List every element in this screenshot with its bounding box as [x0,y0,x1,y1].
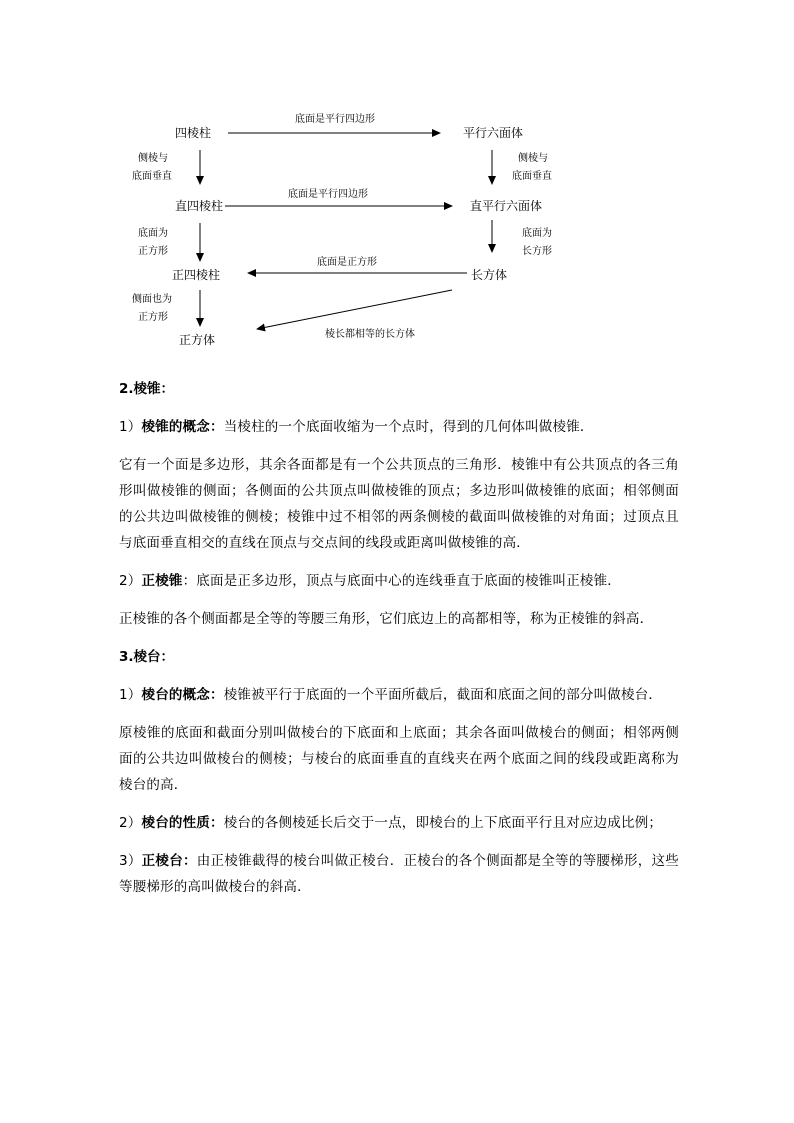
definition-text: 由正棱锥截得的棱台叫做正棱台．正棱台的各个侧面都是全等的等腰梯形，这些等腰梯形的高叫做棱台的斜高． [119,853,679,895]
classification-diagram [0,0,794,380]
regular-pyramid-description: 正棱锥的各个侧面都是全等的等腰三角形，它们底边上的高都相等，称为正棱锥的斜高． [119,611,654,627]
item-number: 3） [119,853,142,869]
edge-label-n1-n3-line2: 底面垂直 [132,171,172,182]
item-number: 2） [119,815,142,831]
edge-label-n4-n6-line2: 长方形 [522,246,552,257]
definition-text: 棱台的各侧棱延长后交于一点，即棱台的上下底面平行且对应边成比例； [223,815,663,831]
frustum-properties [119,810,679,836]
node-cuboid: 长方体 [471,268,508,282]
arrow-n6-n7 [257,290,452,329]
edge-label-n3-n5-line2: 正方形 [138,246,168,257]
pyramid-description: 它有一个面是多边形，其余各面都是有一个公共顶点的三角形．棱锥中有公共顶点的各三角形叫做棱锥的侧面；各侧面的公共顶点叫做棱锥的顶点；多边形叫做棱锥的底面；相邻侧面的公共边叫做棱锥的侧棱；棱锥中过不相邻的两条侧棱的截面叫做棱锥的对角面；过顶点且与底面垂直相交的直线在顶点与交点间的线段或距离叫做棱锥的高． [119,457,679,551]
term: 棱锥的概念： [141,419,224,435]
item-number: 1） [119,687,142,703]
edge-label-n1-n3-line1: 侧棱与 [138,153,168,164]
node-right-parallelepiped: 直平行六面体 [470,199,543,213]
node-parallelepiped: 平行六面体 [463,126,524,140]
regular-frustum-definition [119,848,679,900]
text-content [119,376,679,912]
item-number: 1） [119,419,142,435]
node-quadrangular-prism: 四棱柱 [175,126,212,140]
frustum-description: 原棱锥的底面和截面分别叫做棱台的下底面和上底面；其余各面叫做棱台的侧面；相邻两侧面的公共边叫做棱台的侧棱；与棱台的底面垂直的直线夹在两个底面之间的线段或距离称为棱台的高． [119,725,679,793]
edge-label-n3-n4: 底面是平行四边形 [288,189,368,200]
regular-pyramid-definition [119,568,679,594]
node-right-quadrangular-prism: 直四棱柱 [175,199,224,213]
definition-text: 棱锥被平行于底面的一个平面所截后，截面和底面之间的部分叫做棱台． [223,687,663,703]
pyramid-definition [119,414,679,440]
definition-text: ：底面是正多边形，顶点与底面中心的连线垂直于底面的棱锥叫正棱锥． [182,573,622,589]
term: 正棱台： [141,853,197,869]
edge-label-n6-n5: 底面是正方形 [317,257,377,268]
node-regular-quadrangular-prism: 正四棱柱 [172,268,221,282]
item-number: 2） [119,573,142,589]
node-cube: 正方体 [179,333,216,347]
edge-label-n6-n7: 棱长都相等的长方体 [325,329,415,340]
term: 棱台的概念： [141,687,224,703]
frustum-definition [119,682,679,708]
edge-label-n2-n4-line1: 侧棱与 [518,153,548,164]
diagram-arrows [0,0,794,380]
edge-label-n4-n6-line1: 底面为 [522,228,552,239]
definition-text: 当棱柱的一个底面收缩为一个点时，得到的几何体叫做棱锥． [223,419,594,435]
term: 正棱锥 [141,573,183,589]
section-heading-pyramid: 2.棱锥： [119,381,175,397]
edge-label-n3-n5-line1: 底面为 [138,228,168,239]
edge-label-n5-n7-line2: 正方形 [138,312,168,323]
section-heading-frustum: 3.棱台： [119,649,175,665]
edge-label-n2-n4-line2: 底面垂直 [512,171,552,182]
edge-label-n1-n2: 底面是平行四边形 [295,114,375,125]
edge-label-n5-n7-line1: 侧面也为 [132,294,172,305]
term: 棱台的性质： [141,815,224,831]
